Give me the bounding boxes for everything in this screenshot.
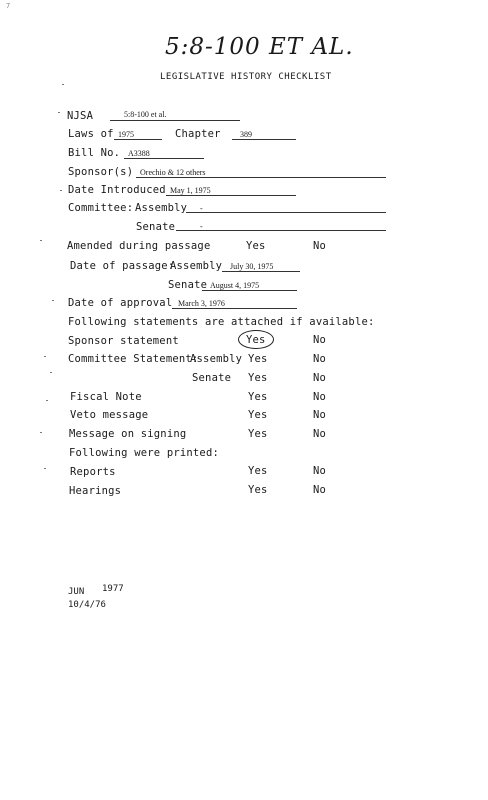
scan-speck [40, 432, 42, 433]
passage-assembly-value: July 30, 1975 [230, 262, 274, 271]
scan-speck [50, 372, 52, 373]
scan-speck [44, 468, 46, 469]
committee-senate-line [176, 230, 386, 231]
scan-speck [40, 240, 42, 241]
passage-assembly-label: Assembly [170, 260, 223, 272]
bill-no-value: A3388 [128, 149, 150, 158]
njsa-line [110, 120, 240, 121]
reports-yes: Yes [248, 465, 268, 477]
bill-no-label: Bill No. [68, 147, 121, 159]
fiscal-note-label: Fiscal Note [70, 391, 142, 403]
passage-senate-value: August 4, 1975 [210, 281, 260, 290]
passage-assembly-line [222, 271, 300, 272]
committee-statement-assembly: Assembly [190, 353, 243, 365]
scan-speck [44, 356, 46, 357]
committee-statement-senate-yes: Yes [248, 372, 268, 384]
date-stamp-year: 1977 [102, 584, 124, 594]
date-introduced-value: May 1, 1975 [170, 186, 211, 195]
njsa-value: 5:8-100 et al. [124, 110, 167, 119]
laws-of-label: Laws of [68, 128, 114, 140]
committee-assembly-value: - [200, 204, 203, 213]
committee-statement-assembly-yes: Yes [248, 353, 268, 365]
date-introduced-label: Date Introduced [68, 184, 166, 196]
signing-message-label: Message on signing [69, 428, 187, 440]
handwritten-title: 5:8-100 ET AL. [165, 34, 354, 60]
fiscal-note-yes: Yes [248, 391, 268, 403]
date-introduced-line [166, 195, 296, 196]
veto-message-label: Veto message [70, 409, 149, 421]
njsa-label: NJSA [67, 110, 94, 122]
committee-senate-label: Senate [136, 221, 176, 233]
approval-value: March 3, 1976 [178, 299, 225, 308]
hearings-no: No [313, 484, 327, 496]
date-stamp-date: 10/4/76 [68, 600, 106, 610]
hearings-label: Hearings [69, 485, 122, 497]
passage-label: Date of passage: [70, 260, 175, 272]
chapter-line [232, 139, 296, 140]
scan-speck [60, 190, 62, 191]
statements-heading: Following statements are attached if available: [68, 316, 375, 328]
veto-message-no: No [313, 409, 327, 421]
signing-message-no: No [313, 428, 327, 440]
sponsor-statement-yes: Yes [246, 334, 266, 346]
approval-label: Date of approval [68, 297, 173, 309]
chapter-value: 389 [240, 130, 252, 139]
scan-speck [62, 84, 64, 85]
sponsors-value: Orechio & 12 others [140, 168, 206, 177]
chapter-label: Chapter [175, 128, 221, 140]
page-title: LEGISLATIVE HISTORY CHECKLIST [160, 72, 332, 82]
amended-label: Amended during passage [67, 240, 211, 252]
date-stamp-month: JUN [68, 587, 85, 597]
committee-senate-value: - [200, 222, 203, 231]
printed-heading: Following were printed: [69, 447, 219, 459]
corner-mark: 7 [6, 2, 11, 10]
committee-label: Committee: [68, 202, 134, 214]
laws-of-value: 1975 [118, 130, 134, 139]
laws-of-line [114, 139, 162, 140]
bill-no-line [124, 158, 204, 159]
committee-statement-senate-no: No [313, 372, 327, 384]
sponsor-statement-no: No [313, 334, 327, 346]
committee-statement-senate: Senate [192, 372, 232, 384]
committee-assembly-line [186, 212, 386, 213]
passage-senate-label: Senate [168, 279, 208, 291]
veto-message-yes: Yes [248, 409, 268, 421]
scan-speck [52, 300, 54, 301]
reports-label: Reports [70, 466, 116, 478]
amended-no: No [313, 240, 327, 252]
committee-statement-assembly-no: No [313, 353, 327, 365]
hearings-yes: Yes [248, 484, 268, 496]
approval-line [172, 308, 297, 309]
signing-message-yes: Yes [248, 428, 268, 440]
committee-assembly-label: Assembly [135, 202, 188, 214]
sponsor-statement-label: Sponsor statement [68, 335, 179, 347]
fiscal-note-no: No [313, 391, 327, 403]
committee-statement-label: Committee Statement: [68, 353, 199, 365]
sponsors-line [136, 177, 386, 178]
reports-no: No [313, 465, 327, 477]
scan-speck [46, 400, 48, 401]
sponsors-label: Sponsor(s) [68, 166, 134, 178]
amended-yes: Yes [246, 240, 266, 252]
passage-senate-line [202, 290, 297, 291]
scan-speck [58, 112, 60, 113]
